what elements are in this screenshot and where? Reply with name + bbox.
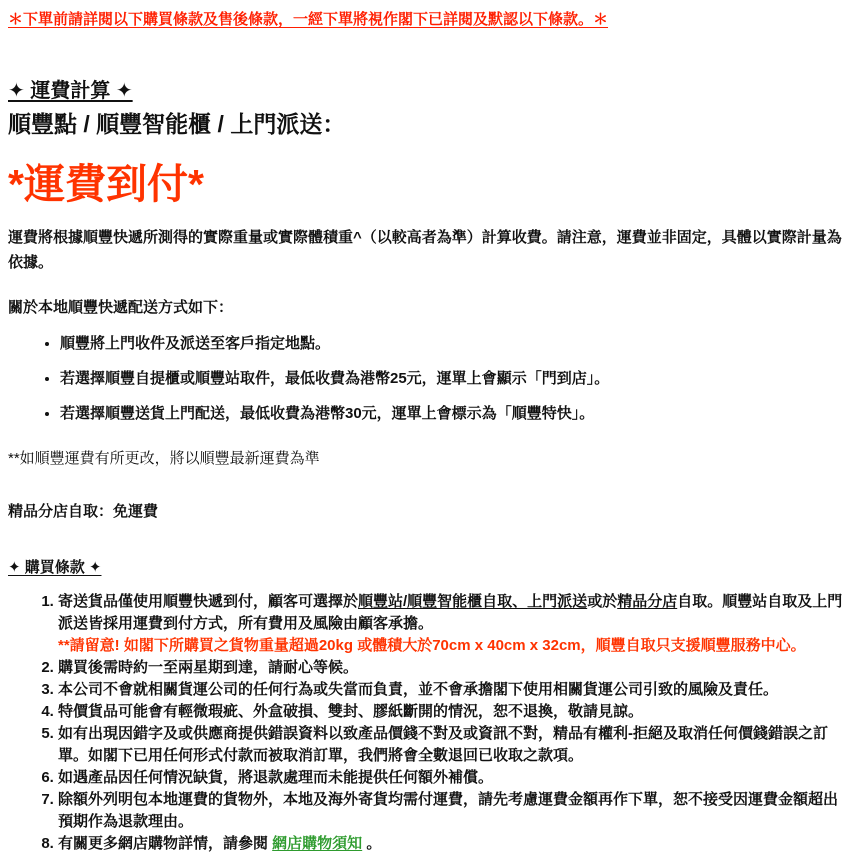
store-pickup-free-note: 精品分店自取：免運費 <box>8 503 159 520</box>
term-item: 6. 如遇產品因任何情況缺貨，將退款處理而未能提供任何額外補償。 <box>58 767 851 789</box>
fee-calculation-paragraph: 運費將根據順豐快遞所測得的實際重量或實際體積重^（以較高者為準）計算收費。請注意，運費並非固定，具體以實際計量為依據。 <box>8 229 842 271</box>
freight-collect-title: *運費到付* <box>8 161 204 207</box>
term-item <box>58 591 851 657</box>
fee-change-note: **如順豐運費有所更改，將以順豐最新運費為準 <box>8 450 320 467</box>
term-item: 7. 除額外列明包本地運費的貨物外，本地及海外寄貨均需付運費，請先考慮運費金額再作下單，恕不接受因運費金額超出預期作為退款理由。 <box>58 789 851 833</box>
pre-order-notice: ＊下單前請詳閱以下購買條款及售後條款，一經下單將視作閣下已詳閱及默認以下條款。＊ <box>8 11 609 28</box>
term-item: 2. 購買後需時約一至兩星期到達，請耐心等候。 <box>58 657 851 679</box>
weight-limit-warning: **請留意! 如閣下所購買之貨物重量超過20kg 或體積大於70cm x 40cm x 32cm，順豐自取只支援順豐服務中心。 <box>58 637 806 654</box>
term-text: 或於 <box>587 593 618 610</box>
term-text: 有關更多網店購物詳情，請參閱 <box>58 835 273 852</box>
list-item: • 若選擇順豐送貨上門配送，最低收費為港幣30元，運單上會標示為「順豐特快」。 <box>60 404 851 424</box>
term-item: 4. 特價貨品可能會有輕微瑕疵、外盒破損、雙封、膠紙斷開的情況，恕不退換，敬請見諒。 <box>58 701 851 723</box>
term-item <box>58 833 851 855</box>
term-item: 3. 本公司不會就相關貨運公司的任何行為或失當而負責，並不會承擔閣下使用相關貨運公司引致的風險及責任。 <box>58 679 851 701</box>
purchase-terms-list <box>8 591 851 855</box>
purchase-terms-heading: ✦ 購買條款 ✦ <box>8 559 102 576</box>
shipping-fee-heading: ✦ 運費計算 ✦ <box>8 80 133 102</box>
term-text: 自取。順豐站自取及上門派送皆採用運費到付方式，所有費用及風險由顧客承擔。 <box>58 593 843 632</box>
delivery-methods-list <box>8 334 851 424</box>
term-text-underlined: 精品分店 <box>617 593 678 610</box>
local-delivery-intro: 關於本地順豐快遞配送方式如下： <box>8 299 234 316</box>
shop-guide-link[interactable]: 網店購物須知 <box>272 835 363 852</box>
delivery-options-subheading: 順豐點 / 順豐智能櫃 / 上門派送： <box>8 111 346 137</box>
term-item: 5. 如有出現因錯字及或供應商提供錯誤資料以致產品價錢不對及或資訊不對，精品有權利-拒絕及取消任何價錢錯誤之訂單。如閣下已用任何形式付款而被取消訂單，我們將會全數退回已收取之款項。 <box>58 723 851 767</box>
term-text: 。 <box>362 835 382 852</box>
list-item: • 順豐將上門收件及派送至客戶指定地點。 <box>60 334 851 354</box>
term-text-underlined: 順豐站/順豐智能櫃自取、上門派送 <box>358 593 588 610</box>
list-item: • 若選擇順豐自提櫃或順豐站取件，最低收費為港幣25元，運單上會顯示「門到店」。 <box>60 369 851 389</box>
term-text: 寄送貨品僅使用順豐快遞到付，顧客可選擇於 <box>58 593 359 610</box>
